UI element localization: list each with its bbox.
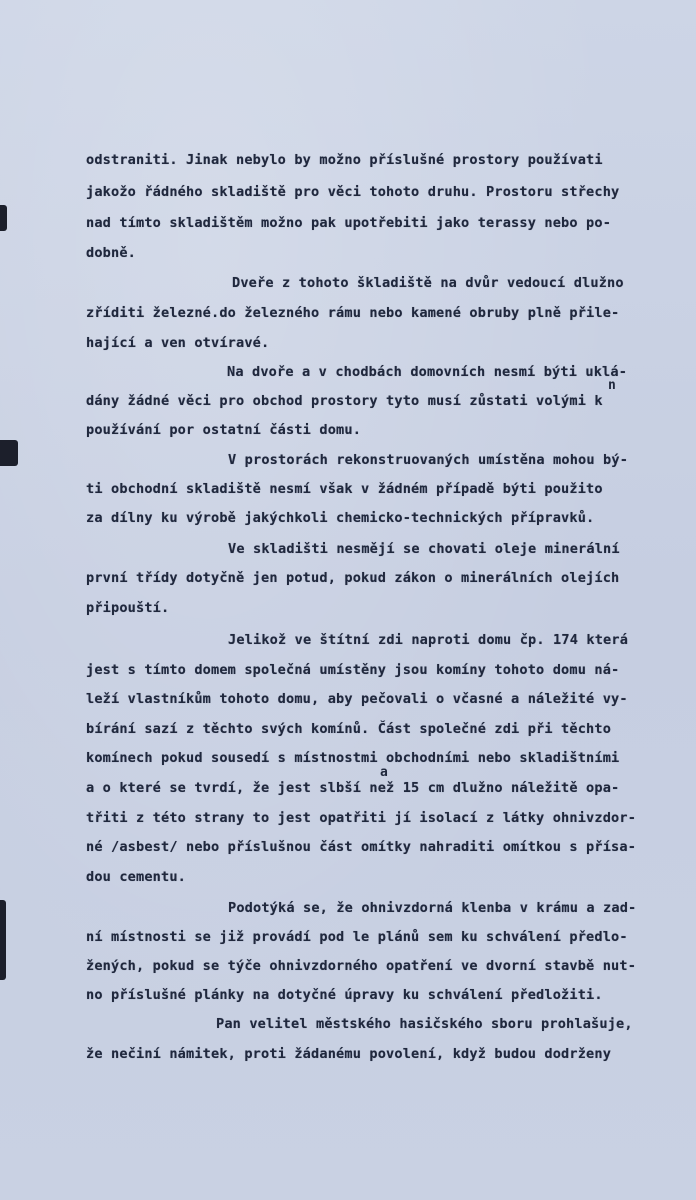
text-line: V prostorách rekonstruovaných umístěna mohou bý- — [228, 452, 629, 468]
text-line: Na dvoře a v chodbách domovních nesmí býti uklá- — [227, 364, 628, 380]
text-line: hající a ven otvíravé. — [86, 335, 270, 351]
text-line: né /asbest/ nebo příslušnou část omítky nahraditi omítkou s přísa- — [86, 839, 637, 855]
text-line: dány žádné věci pro obchod prostory tyto musí zůstati volými k — [86, 393, 603, 409]
text-line: Ve skladišti nesmějí se chovati oleje minerální — [228, 541, 620, 557]
text-line: za dílny ku výrobě jakýchkoli chemicko-technických přípravků. — [86, 510, 595, 526]
interlinear-correction: a — [380, 765, 388, 780]
text-line: Podotýká se, že ohnivzdorná klenba v krámu a zad- — [228, 900, 637, 916]
text-line: nad tímto skladištěm možno pak upotřebiti jako terassy nebo po- — [86, 215, 612, 231]
interlinear-correction: n — [608, 378, 616, 393]
text-line: třiti z této strany to jest opatřiti jí isolací z látky ohnivzdor- — [86, 810, 637, 826]
text-line: bírání sazí z těchto svých komínů. Část společné zdi při těchto — [86, 721, 612, 737]
text-line: Jelikož ve štítní zdi naproti domu čp. 174 která — [228, 632, 629, 648]
text-line: Pan velitel městského hasičského sboru prohlašuje, — [216, 1016, 633, 1032]
text-line: a o které se tvrdí, že jest slbší než 15 cm dlužno náležitě opa- — [86, 780, 620, 796]
text-line: první třídy dotyčně jen potud, pokud zákon o minerálních olejích — [86, 570, 620, 586]
left-edge-mark — [0, 900, 6, 980]
text-line: ní místnosti se již provádí pod le plánů sem ku schválení předlo- — [86, 929, 628, 945]
left-edge-mark — [0, 205, 7, 231]
text-line: dobně. — [86, 245, 137, 261]
left-edge-mark — [0, 440, 18, 466]
text-line: jest s tímto domem společná umístěny jsou komíny tohoto domu ná- — [86, 662, 620, 678]
text-line: dou cementu. — [86, 869, 187, 885]
text-line: no příslušné plánky na dotyčné úpravy ku schválení předložiti. — [86, 987, 603, 1003]
text-line: jakožo řádného skladiště pro věci tohoto druhu. Prostoru střechy — [86, 184, 620, 200]
text-line: odstraniti. Jinak nebylo by možno příslušné prostory používati — [86, 152, 603, 168]
text-line: leží vlastníkům tohoto domu, aby pečovali o včasné a náležité vy- — [86, 691, 628, 707]
text-line: ti obchodní skladiště nesmí však v žádném případě býti použito — [86, 481, 603, 497]
text-line: Dveře z tohoto škladiště na dvůr vedoucí dlužno — [232, 275, 624, 291]
text-line: zříditi železné.do železného rámu nebo kamené obruby plně přile- — [86, 305, 620, 321]
text-line: že nečiní námitek, proti žádanému povolení, když budou dodrženy — [86, 1046, 612, 1062]
text-line: žených, pokud se týče ohnivzdorného opatření ve dvorní stavbě nut- — [86, 958, 637, 974]
text-line: používání por ostatní části domu. — [86, 422, 362, 438]
text-line: komínech pokud sousedí s místnostmi obchodními nebo skladištními — [86, 750, 620, 766]
text-line: připouští. — [86, 600, 170, 616]
